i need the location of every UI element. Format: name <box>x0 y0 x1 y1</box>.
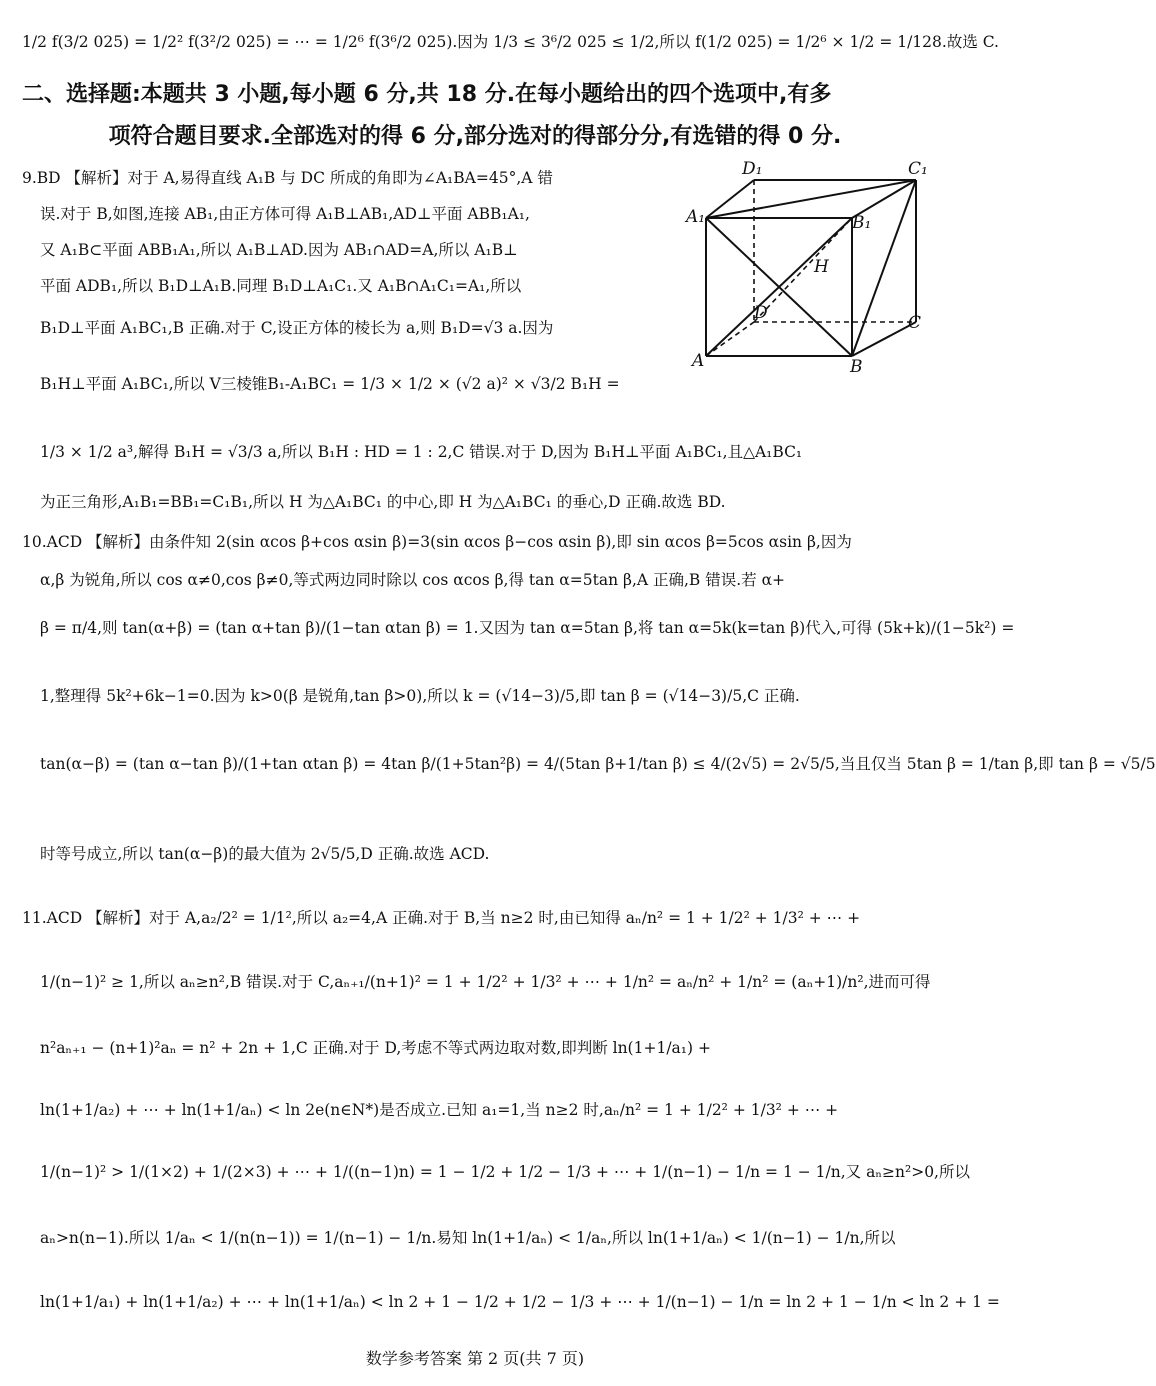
q9-line: B₁D⊥平面 A₁BC₁,B 正确.对于 C,设正方体的棱长为 a,则 B₁D=√3 a.因为 <box>40 319 554 337</box>
section-title-line2: 项符合题目要求.全部选对的得 6 分,部分选对的得部分分,有选错的得 0 分. <box>108 124 842 149</box>
label-C: C <box>908 313 922 333</box>
q11-line: n²aₙ₊₁ − (n+1)²aₙ = n² + 2n + 1,C 正确.对于 D,考虑不等式两边取对数,即判断 ln(1+1/a₁) + <box>40 1039 711 1057</box>
q11-line: aₙ>n(n−1).所以 1/aₙ < 1/(n(n−1)) = 1/(n−1) − 1/n.易知 ln(1+1/aₙ) < 1/aₙ,所以 ln(1+1/aₙ) < 1/(n−1) − 1/n,所以 <box>40 1229 896 1247</box>
cube-figure <box>686 160 936 382</box>
q9-line: 又 A₁B⊂平面 ABB₁A₁,所以 A₁B⊥AD.因为 AB₁∩AD=A,所以 A₁B⊥ <box>40 241 518 259</box>
q10-line: 1,整理得 5k²+6k−1=0.因为 k>0(β 是锐角,tan β>0),所以 k = (√14−3)/5,即 tan β = (√14−3)/5,C 正确. <box>40 687 800 705</box>
label-D1: D₁ <box>742 159 763 179</box>
q11-line: ln(1+1/a₂) + ⋯ + ln(1+1/aₙ) < ln 2e(n∈N*)是否成立.已知 a₁=1,当 n≥2 时,aₙ/n² = 1 + 1/2² + 1/3² + ⋯ + <box>40 1101 839 1119</box>
q10-line: 10.ACD 【解析】由条件知 2(sin αcos β+cos αsin β)=3(sin αcos β−cos αsin β),即 sin αcos β=5cos αsin β,因为 <box>22 533 852 551</box>
q9-line: 1/3 × 1/2 a³,解得 B₁H = √3/3 a,所以 B₁H : HD = 1 : 2,C 错误.对于 D,因为 B₁H⊥平面 A₁BC₁,且△A₁BC₁ <box>40 443 803 461</box>
q8-conclusion: 1/2 f(3/2 025) = 1/2² f(3²/2 025) = ⋯ = 1/2⁶ f(3⁶/2 025).因为 1/3 ≤ 3⁶/2 025 ≤ 1/2,所以 f(1/2 025) = 1/2⁶ × 1/2 = 1/128.故选 C. <box>22 33 999 51</box>
section-title-line1: 二、选择题:本题共 3 小题,每小题 6 分,共 18 分.在每小题给出的四个选项中,有多 <box>22 82 832 107</box>
q11-line: ln(1+1/a₁) + ln(1+1/a₂) + ⋯ + ln(1+1/aₙ) < ln 2 + 1 − 1/2 + 1/2 − 1/3 + ⋯ + 1/(n−1) − 1/n = ln 2 + 1 − 1/n < ln 2 + 1 = <box>40 1293 1000 1311</box>
q9-line: 为正三角形,A₁B₁=BB₁=C₁B₁,所以 H 为△A₁BC₁ 的中心,即 H 为△A₁BC₁ 的垂心,D 正确.故选 BD. <box>40 493 726 511</box>
q11-line: 1/(n−1)² > 1/(1×2) + 1/(2×3) + ⋯ + 1/((n−1)n) = 1 − 1/2 + 1/2 − 1/3 + ⋯ + 1/(n−1) − 1/n = 1 − 1/n,又 aₙ≥n²>0,所以 <box>40 1163 970 1181</box>
label-B: B <box>850 357 863 377</box>
q9-line: 误.对于 B,如图,连接 AB₁,由正方体可得 A₁B⊥AB₁,AD⊥平面 ABB₁A₁, <box>40 205 530 223</box>
page-footer: 数学参考答案 第 2 页(共 7 页) <box>365 1349 585 1368</box>
label-B1: B₁ <box>852 213 872 233</box>
q9-line: B₁H⊥平面 A₁BC₁,所以 V三棱锥B₁-A₁BC₁ = 1/3 × 1/2 × (√2 a)² × √3/2 B₁H = <box>40 375 620 393</box>
q10-line: 时等号成立,所以 tan(α−β)的最大值为 2√5/5,D 正确.故选 ACD. <box>40 845 490 863</box>
label-D: D <box>754 303 768 323</box>
label-A: A <box>692 351 705 371</box>
label-H: H <box>814 257 829 277</box>
q11-line: 11.ACD 【解析】对于 A,a₂/2² = 1/1²,所以 a₂=4,A 正确.对于 B,当 n≥2 时,由已知得 aₙ/n² = 1 + 1/2² + 1/3² + ⋯ + <box>22 909 861 927</box>
q10-line: α,β 为锐角,所以 cos α≠0,cos β≠0,等式两边同时除以 cos αcos β,得 tan α=5tan β,A 正确,B 错误.若 α+ <box>40 571 786 589</box>
q11-line: 1/(n−1)² ≥ 1,所以 aₙ≥n²,B 错误.对于 C,aₙ₊₁/(n+1)² = 1 + 1/2² + 1/3² + ⋯ + 1/n² = aₙ/n² + 1/n² = (aₙ+1)/n²,进而可得 <box>40 973 931 991</box>
q9-line: 平面 ADB₁,所以 B₁D⊥A₁B.同理 B₁D⊥A₁C₁.又 A₁B∩A₁C₁=A₁,所以 <box>40 277 522 295</box>
label-A1: A₁ <box>686 207 706 227</box>
q10-line: tan(α−β) = (tan α−tan β)/(1+tan αtan β) = 4tan β/(1+5tan²β) = 4/(5tan β+1/tan β) ≤ 4/(2√5) = 2√5/5,当且仅当 5tan β = 1/tan β,即 tan β = √5/5 <box>40 755 1156 773</box>
q10-line: β = π/4,则 tan(α+β) = (tan α+tan β)/(1−tan αtan β) = 1.又因为 tan α=5tan β,将 tan α=5k(k=tan β)代入,可得 (5k+k)/(1−5k²) = <box>40 619 1015 637</box>
q9-line: 9.BD 【解析】对于 A,易得直线 A₁B 与 DC 所成的角即为∠A₁BA=45°,A 错 <box>22 169 553 187</box>
label-C1: C₁ <box>908 159 928 179</box>
